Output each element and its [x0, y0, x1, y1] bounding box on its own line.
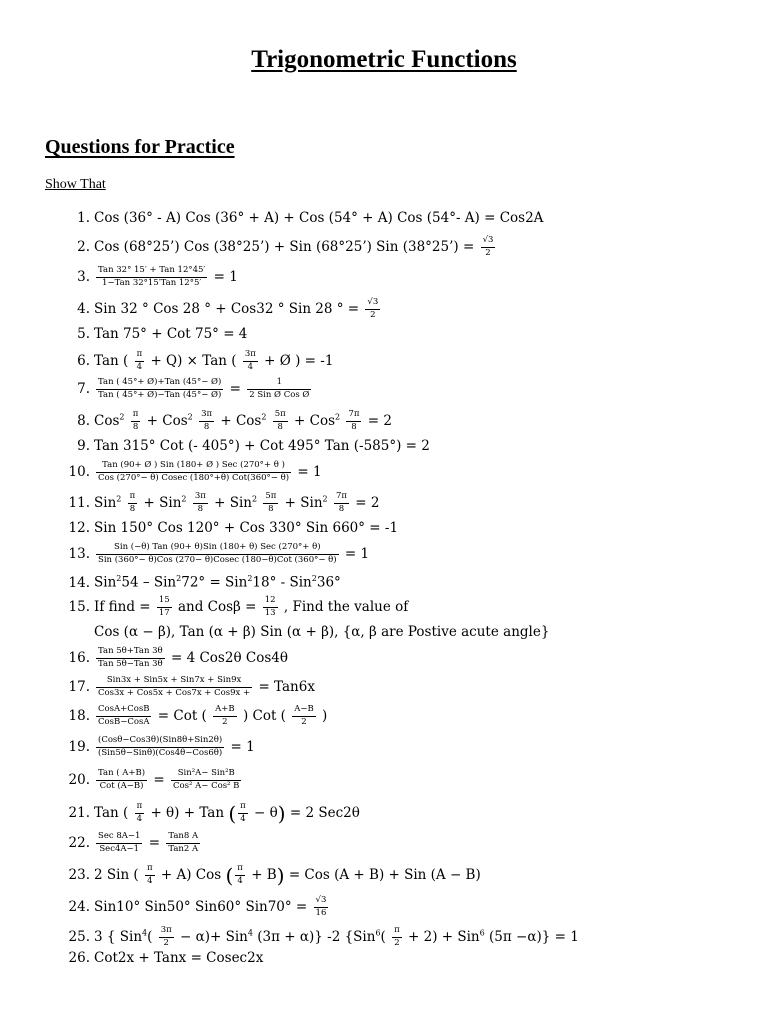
question-11 [60, 492, 750, 515]
numerator: 7π [334, 492, 349, 504]
question-4 [60, 298, 750, 321]
fraction [392, 926, 402, 949]
fraction [199, 410, 214, 433]
question-text: = Cos (A + B) + Sin (A − B) [288, 866, 481, 883]
question-text: Tan 75° + Cot 75° = 4 [94, 326, 248, 342]
question-23 [60, 864, 750, 887]
denominator: Tan 5θ−Tan 3θ [98, 658, 163, 669]
fraction [96, 676, 252, 699]
parenthesis: ) [277, 801, 286, 826]
question-number: 25. [68, 928, 90, 945]
denominator: 8 [197, 503, 204, 514]
question-number: 24. [68, 898, 90, 915]
numerator: Sin (−θ) Tan (90+ θ)Sin (180+ θ) Sec (270°+ θ) [96, 543, 339, 555]
fraction [135, 802, 145, 825]
question-number: 10. [68, 463, 90, 480]
question-number: 17. [68, 678, 90, 695]
numerator: 5π [273, 410, 288, 422]
denominator: Tan2 A [168, 843, 199, 854]
fraction [243, 350, 258, 373]
page-title: Trigonometric Functions [251, 46, 517, 73]
question-text: − α)+ Sin [180, 928, 248, 945]
question-text: Sin 32 ° Cos 28 ° + Cos32 ° Sin 28 ° = [94, 300, 360, 317]
question-text: + Sin [143, 494, 182, 511]
numerator: Sin²A− Sin²B [171, 769, 241, 781]
fraction [247, 378, 311, 401]
fraction [235, 864, 245, 887]
question-text: Cos (α − β), Tan (α + β) Sin (α + β), {α, β are Postive acute angle} [94, 624, 550, 640]
fraction [128, 492, 138, 515]
question-text: , Find the value of [283, 598, 409, 615]
denominator: 8 [268, 503, 274, 514]
numerator: 3π [159, 926, 174, 938]
exponent: 2 [181, 494, 187, 504]
numerator: Tan (90+ Ø ) Sin (180+ Ø ) Sec (270°+ θ ) [96, 461, 291, 473]
question-text: = 2 Sec2θ [289, 804, 360, 821]
denominator: (Sin5θ−Sinθ)(Cos4θ−Cos6θ) [98, 747, 223, 758]
denominator: Tan ( 45°+ Ø)−Tan (45°− Ø) [98, 389, 222, 400]
denominator: 4 [247, 361, 254, 372]
denominator: 2 [301, 716, 307, 727]
fraction [96, 647, 165, 670]
denominator: 8 [203, 421, 210, 432]
denominator: Sec4A−1 [99, 843, 140, 854]
question-text: (5π −α)} = 1 [489, 928, 579, 945]
question-text: = 1 [213, 268, 238, 285]
numerator: 3π [199, 410, 214, 422]
question-15-line-2 [94, 626, 768, 640]
fraction [193, 492, 208, 515]
denominator: 4 [136, 813, 143, 824]
question-text: Tan ( [94, 352, 129, 369]
question-text: ( [147, 928, 153, 945]
question-13 [60, 543, 750, 566]
question-number: 14. [68, 574, 90, 591]
fraction [263, 492, 278, 515]
question-text: + Cos [146, 412, 188, 429]
numerator: π [131, 410, 141, 422]
numerator: Sec 8A−1 [96, 832, 142, 844]
question-text: + A) Cos [160, 866, 222, 883]
exponent: 2 [176, 574, 182, 583]
question-25 [60, 926, 750, 949]
question-text: 18° - Sin [252, 574, 312, 591]
question-14 [60, 575, 750, 590]
question-text: Cos (68°25’) Cos (38°25’) + Sin (68°25’) Sin (38°25’) = [94, 238, 475, 255]
fraction [365, 298, 380, 321]
question-text: = 1 [230, 738, 255, 755]
question-10 [60, 461, 750, 484]
fraction [96, 832, 142, 855]
numerator: Tan 5θ+Tan 3θ [96, 647, 165, 659]
denominator: Cos3x + Cos5x + Cos7x + Cos9x + [98, 687, 251, 698]
exponent: 2 [261, 412, 267, 422]
question-8 [60, 410, 750, 433]
question-20 [60, 769, 750, 792]
question-text: = 2 [355, 494, 380, 511]
question-text: ( [380, 928, 386, 945]
fraction [213, 705, 237, 728]
fraction [157, 596, 172, 619]
question-number: 26. [68, 950, 90, 966]
numerator: Tan ( 45°+ Ø)+Tan (45°− Ø) [96, 378, 223, 390]
question-19 [60, 736, 750, 759]
denominator: 13 [264, 607, 276, 618]
question-text: Cos (36° - A) Cos (36° + A) + Cos (54° + A) Cos (54°- A) = Cos2A [94, 210, 544, 226]
question-number: 4. [77, 300, 90, 317]
question-text: If find = [94, 598, 151, 615]
denominator: 4 [136, 361, 143, 372]
numerator: 5π [263, 492, 278, 504]
question-text: Sin 150° Cos 120° + Cos 330° Sin 660° = -1 [94, 520, 399, 536]
question-number: 13. [68, 545, 90, 562]
question-text: Cos [94, 412, 120, 429]
numerator: 15 [157, 596, 172, 608]
question-number: 2. [77, 238, 90, 255]
question-text: ) Cot ( [242, 707, 286, 724]
numerator: π [392, 926, 402, 938]
numerator: 3π [243, 350, 258, 362]
denominator: 8 [129, 503, 136, 514]
question-text: + Sin [214, 494, 252, 511]
numerator: Sin3x + Sin5x + Sin7x + Sin9x [96, 676, 252, 688]
question-text: 36° [316, 574, 341, 591]
question-text: Tan ( [94, 804, 129, 821]
parenthesis: ) [276, 863, 285, 888]
exponent: 2 [247, 574, 253, 583]
question-text: Sin10° Sin50° Sin60° Sin70° = [94, 898, 308, 915]
question-text: = 1 [297, 463, 322, 480]
question-text: = 1 [344, 545, 370, 562]
fraction [238, 802, 248, 825]
denominator: 2 [163, 937, 169, 948]
question-18 [60, 705, 750, 728]
denominator: 2 [394, 937, 400, 948]
fraction [263, 596, 278, 619]
exponent: 6 [479, 928, 485, 938]
question-number: 6. [77, 352, 90, 369]
question-text: + Sin [284, 494, 323, 511]
question-text: = 2 [367, 412, 392, 429]
question-text: = [148, 834, 161, 851]
fraction [96, 769, 147, 792]
question-number: 11. [68, 494, 90, 511]
exponent: 2 [251, 494, 258, 504]
exponent: 2 [311, 574, 317, 583]
exponent: 2 [119, 412, 125, 422]
question-text: + 2) + Sin [408, 928, 480, 945]
numerator: π [135, 802, 145, 814]
exponent: 6 [375, 928, 381, 938]
denominator: 1−Tan 32°15′Tan 12°5′ [102, 277, 202, 288]
question-number: 18. [68, 707, 90, 724]
fraction [135, 350, 145, 373]
question-6 [60, 350, 750, 373]
question-1 [60, 212, 750, 226]
fraction [96, 266, 207, 289]
question-number: 3. [77, 268, 90, 285]
question-number: 15. [68, 598, 90, 615]
question-number: 19. [68, 738, 90, 755]
denominator: Cos (270°− θ) Cosec (180°+θ) Cot(360°− θ) [98, 472, 290, 483]
fraction [159, 926, 174, 949]
fraction [481, 236, 496, 259]
question-text: − θ [254, 804, 278, 821]
question-text: ) [322, 707, 328, 724]
fraction [292, 705, 316, 728]
parenthesis: ( [228, 801, 237, 826]
denominator: 4 [237, 875, 243, 886]
question-number: 16. [68, 649, 90, 666]
fraction [96, 378, 223, 401]
question-text: and Cosβ = [178, 598, 257, 615]
question-text: = [153, 771, 165, 788]
question-15 [60, 596, 750, 619]
denominator: Cos² A− Cos² B [173, 780, 240, 791]
question-2 [60, 236, 750, 259]
question-17 [60, 676, 750, 699]
numerator: π [235, 864, 245, 876]
numerator: π [238, 802, 248, 814]
denominator: 2 [370, 309, 376, 320]
denominator: 2 Sin Ø Cos Ø [249, 389, 310, 400]
fraction [314, 896, 329, 919]
exponent: 2 [187, 412, 193, 422]
question-text: = [229, 380, 241, 397]
numerator: A+B [213, 705, 237, 717]
denominator: Cot (A−B) [99, 780, 144, 791]
question-number: 5. [77, 326, 90, 342]
exponent: 4 [142, 928, 148, 938]
fraction [96, 543, 339, 566]
numerator: 7π [346, 410, 361, 422]
numerator: π [145, 864, 155, 876]
numerator: Tan 32° 15′ + Tan 12°45′ [96, 266, 207, 278]
numerator: A−B [292, 705, 316, 717]
question-text: Sin [94, 494, 117, 511]
denominator: 4 [240, 813, 246, 824]
numerator: √3 [365, 298, 380, 310]
question-9 [60, 440, 750, 454]
denominator: 8 [132, 421, 139, 432]
question-text: + Ø ) = -1 [264, 352, 334, 369]
fraction [166, 832, 200, 855]
question-text: + Cos [220, 412, 262, 429]
question-number: 1. [77, 210, 90, 226]
question-text: Tan 315° Cot (- 405°) + Cot 495° Tan (-585°) = 2 [94, 438, 430, 454]
fraction [131, 410, 141, 433]
exponent: 2 [116, 574, 122, 583]
question-text: 72° = Sin [181, 574, 248, 591]
exponent: 4 [247, 928, 253, 938]
numerator: 1 [247, 378, 311, 390]
fraction [96, 736, 224, 759]
exponent: 2 [322, 494, 328, 504]
fraction [145, 864, 155, 887]
question-5 [60, 328, 750, 342]
question-text: = Cot ( [157, 707, 207, 724]
question-number: 7. [77, 380, 90, 397]
question-22 [60, 832, 750, 855]
fraction [171, 769, 241, 792]
section-heading: Questions for Practice [45, 136, 235, 158]
denominator: 8 [351, 421, 357, 432]
numerator: π [135, 350, 145, 362]
denominator: 17 [158, 607, 170, 618]
numerator: 12 [263, 596, 278, 608]
question-text: + Cos [294, 412, 336, 429]
question-text: (3π + α)} -2 {Sin [257, 928, 376, 945]
fraction [346, 410, 361, 433]
denominator: 2 [485, 247, 491, 258]
question-16 [60, 647, 750, 670]
question-7 [60, 378, 750, 401]
question-number: 8. [77, 412, 90, 429]
question-12 [60, 522, 750, 536]
numerator: Tan8 A [166, 832, 200, 844]
numerator: 3π [193, 492, 208, 504]
question-text: + B [251, 866, 277, 883]
question-24 [60, 896, 750, 919]
denominator: 16 [315, 907, 327, 918]
exponent: 2 [116, 494, 122, 504]
numerator: CosA+CosB [96, 705, 151, 717]
denominator: 2 [222, 716, 228, 727]
question-text: = 4 Cos2θ Cos4θ [170, 649, 288, 666]
numerator: π [128, 492, 138, 504]
denominator: 4 [147, 875, 153, 886]
denominator: Sin (360°− θ)Cos (270− θ)Cosec (180−θ)Cot (360°− θ) [98, 554, 337, 565]
question-number: 12. [68, 520, 90, 536]
subheading: Show That [45, 177, 106, 192]
fraction [334, 492, 349, 515]
question-text: 3 { Sin [94, 928, 143, 945]
question-number: 20. [68, 771, 90, 788]
question-number: 21. [68, 804, 90, 821]
numerator: √3 [314, 896, 329, 908]
denominator: CosB−CosA [98, 716, 150, 727]
question-number: 22. [68, 834, 90, 851]
numerator: √3 [481, 236, 496, 248]
question-text: = Tan6x [258, 678, 315, 695]
question-text: Sin [94, 574, 117, 591]
question-26 [60, 952, 750, 966]
fraction [96, 705, 151, 728]
question-text: + Q) × Tan ( [150, 352, 237, 369]
question-3 [60, 266, 750, 289]
question-text: 2 Sin ( [94, 866, 139, 883]
fraction [96, 461, 291, 484]
question-number: 23. [68, 866, 90, 883]
question-number: 9. [77, 438, 90, 454]
question-text: Cot2x + Tanx = Cosec2x [94, 950, 264, 966]
question-text: 54 – Sin [121, 574, 177, 591]
parenthesis: ( [225, 863, 234, 888]
fraction [273, 410, 288, 433]
question-21 [60, 802, 750, 825]
numerator: Tan ( A+B) [96, 769, 147, 781]
denominator: 8 [277, 421, 283, 432]
question-text: + θ) + Tan [150, 804, 225, 821]
denominator: 8 [338, 503, 345, 514]
exponent: 2 [335, 412, 341, 422]
numerator: (Cosθ−Cos3θ)(Sin8θ+Sin2θ) [96, 736, 224, 748]
